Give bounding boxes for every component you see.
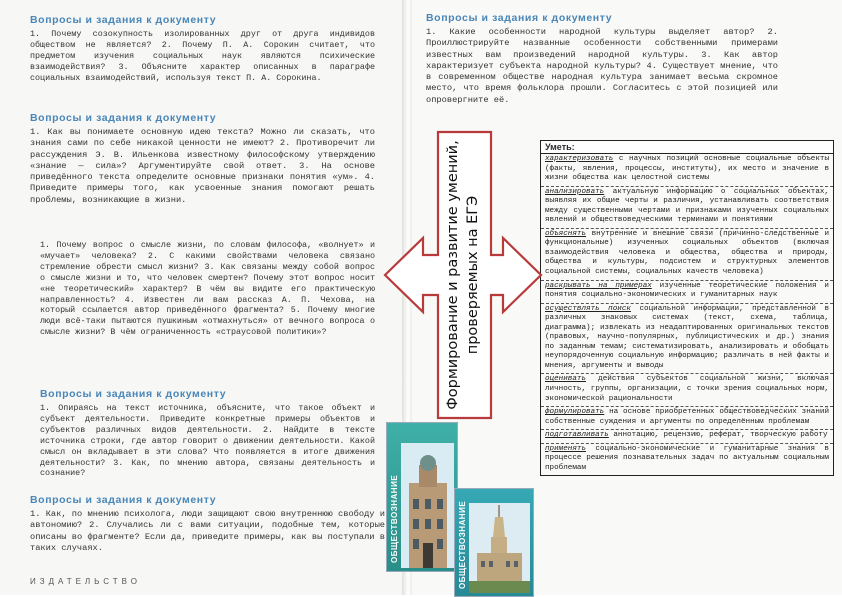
skills-table	[540, 140, 834, 476]
book-title: ОБЩЕСТВОЗНАНИЕ	[458, 500, 467, 589]
center-vertical-label: Формирование и развитие умений, проверяемых на ЕГЭ	[445, 140, 481, 410]
book-cover-illustration	[401, 443, 454, 568]
skill-text: социально-экономические и гуманитарные знания в процессе решения познавательных задач по актуальным социальным проблемам	[545, 444, 829, 472]
textbook-cover	[386, 422, 458, 572]
section-text: 1. Опираясь на текст источника, объясните, что такое объект и субъект деятельности. Приведите конкретные примеры объектов и субъектов различных видов деятельности. 2. Найдите в тексте источника строки, где автор говорит о движении деятельности. Какой смысл он вкладывает в эти слова? Что появляется в итоге движения деятельности? 3. Как, по мнению автора, связаны деятельность и сознание?	[40, 403, 375, 479]
skill-text: аннотацию, рецензию, реферат, творческую работу	[608, 431, 828, 440]
skill-row	[541, 229, 833, 281]
skill-verb: применять	[545, 444, 587, 453]
skill-verb: осуществлять поиск	[545, 304, 631, 313]
section-text: 1. Почему вопрос о смысле жизни, по словам философа, «волнует» и «мучает» человека? 2. С какими свойствами человека связано стремление обрести смысл жизни? 3. Как связаны между собой вопрос о смысле жизни и то, что человек смертен? Почему этот вопрос носит «не теоретический» характер? В чём вы видите его практическую направленность? 4. Известен ли вам рассказ А. П. Чехова, на который ссылается автор приведённого фрагмента? 5. Почему многие люди всё-таки пытаются пушкиным «отмахнуться» от вечного вопроса о смысле жизни? В чём ограниченность «страусовой политики»?	[40, 240, 375, 338]
skill-text: внутренние и внешние связи (причинно-следственные и функциональные) изученных социальных объектов (включая взаимодействия человека и общества, общества и природы, общества и культуры, подсистем и структурных элементов социальной системы, социальных качеств человека)	[545, 229, 829, 277]
skill-verb: подготавливать	[545, 431, 609, 440]
publisher-label: ИЗДАТЕЛЬСТВО	[30, 577, 141, 586]
skill-verb: характеризовать	[545, 155, 614, 163]
skill-verb: анализировать	[545, 187, 605, 196]
skill-row	[541, 187, 833, 229]
skill-row	[541, 407, 833, 430]
skill-row	[541, 444, 833, 476]
left-textbook-page	[0, 0, 402, 595]
book-cover-illustration	[469, 503, 530, 593]
left-section-5	[30, 494, 385, 564]
section-heading: Вопросы и задания к документу	[40, 388, 227, 400]
skill-verb: объяснять	[545, 229, 587, 238]
skill-row	[541, 374, 833, 407]
book-title: ОБЩЕСТВОЗНАНИЕ	[390, 474, 399, 563]
skill-text: с научных позиций основные социальные объекты (факты, явления, процессы, институты), их место и значение в жизни общества как целостной системы	[545, 155, 829, 183]
skill-verb: оценивать	[545, 375, 587, 384]
skills-table-header: Уметь:	[541, 141, 833, 154]
section-heading: Вопросы и задания к документу	[30, 494, 217, 506]
skill-row	[541, 154, 833, 187]
section-heading: Вопросы и задания к документу	[30, 14, 217, 26]
section-heading: Вопросы и задания к документу	[426, 12, 613, 24]
skill-verb: формулировать	[545, 408, 605, 417]
section-text: 1. Какие особенности народной культуры выделяет автор? 2. Проиллюстрируйте названные особенности собственными примерами известных вам произведений народной культуры. 3. Как автор характеризует субъекта народной культуры? 4. Существует мнение, что в современном обществе народная культура занимает весьма скромное место, что время фольклора прошли. Согласитесь с этой позицией или опровергните её.	[426, 27, 778, 105]
skill-text: социальной информации, представленной в различных знаковых системах (текст, схема, таблица, диаграмма); извлекать из неадаптированных оригинальных текстов (правовых, научно-популярных, публицистических и др.) знания по заданным темам; систематизировать, анализировать и обобщать неупорядоченную социальную информацию; различать в ней факты и мнения, аргументы и выводы	[545, 304, 829, 370]
skill-text: на основе приобретенных обществоведческих знаний собственные суждения и аргументы по определённым проблемам	[545, 408, 829, 426]
skill-verb: раскрывать на примерах	[545, 281, 652, 290]
textbook-cover	[454, 488, 534, 597]
skill-row	[541, 430, 833, 444]
university-building-icon	[469, 503, 530, 593]
section-text: 1. Почему созокупность изолированных друг от друга индивидов обществом не является? 2. Почему П. А. Сорокин считает, что предметом изучения социальных наук являются психические взаимодействия? 3. Объясните характер описанных в параграфе социальных взаимодействий, используя текст П. А. Сорокина.	[30, 29, 375, 83]
section-heading: Вопросы и задания к документу	[30, 112, 217, 124]
skill-row	[541, 281, 833, 304]
double-arrow-callout	[383, 130, 543, 420]
skill-text: изученные теоретические положения и понятия социально-экономических и гуманитарных наук	[545, 281, 829, 300]
section-text: 1. Как, по мнению психолога, люди защищают свою внутреннюю свободу и автономию? 2. Случались ли с вами ситуации, подобные тем, которые описаны во фрагменте? Если да, приведите примеры, как вы поступали в таких случаях.	[30, 509, 385, 553]
left-section-1	[30, 14, 375, 108]
left-section-3	[40, 240, 375, 380]
skill-row	[541, 304, 833, 375]
left-section-4	[40, 388, 375, 488]
building-icon	[401, 443, 454, 568]
skill-text: действия субъектов социальной жизни, включая личность, группы, организации, с точки зрения социальных норм, экономической рациональности	[545, 375, 829, 403]
left-section-2	[30, 112, 375, 230]
section-text: 1. Как вы понимаете основную идею текста? Можно ли сказать, что знания сами по себе никакой ценности не имеют? 2. Противоречит ли рассуждения Э. В. Ильенкова известному философскому утверждению «знание — сила»? Аргументируйте свой ответ. 3. На основе приведённого текста определите основные признаки понятия «ум». 4. Приведите примеры того, как усвоенные знания помогают решать проблемы, возникающие в жизни.	[30, 127, 375, 205]
skill-text: актуальную информацию о социальных объектах, выявляя их общие черты и различия, устанавливать соответствия между существенными чертами и признаками изученных социальных явлений и обществоведческими терминами и понятиями	[545, 187, 829, 225]
right-section-1	[426, 12, 778, 130]
